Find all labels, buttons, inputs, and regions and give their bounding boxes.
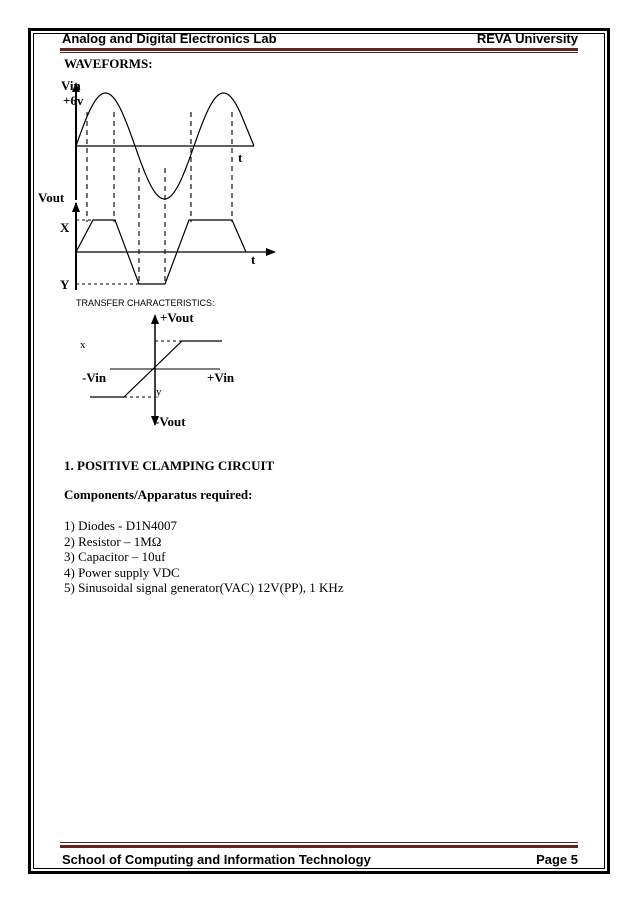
component-item: 5) Sinusoidal signal generator(VAC) 12V(PP), 1 KHz (64, 580, 344, 595)
waveforms-title: WAVEFORMS: (64, 56, 153, 71)
component-item: 3) Capacitor – 10uf (64, 549, 166, 564)
header-title: Analog and Digital Electronics Lab (62, 31, 277, 46)
transfer-x-label: x (80, 339, 86, 351)
vin-label: Vin (61, 78, 81, 93)
vout-t-label: t (251, 252, 256, 267)
transfer-y-label: y (156, 386, 162, 398)
section-title: 1. POSITIVE CLAMPING CIRCUIT (64, 458, 275, 473)
vin-level-label: +6v (63, 93, 84, 108)
components-title: Components/Apparatus required: (64, 487, 253, 502)
footer-rule-thin (60, 842, 578, 843)
footer-school: School of Computing and Information Technology (62, 852, 371, 867)
component-item: 2) Resistor – 1MΩ (64, 533, 162, 549)
component-item: 4) Power supply VDC (64, 564, 180, 580)
vout-time-arrow (266, 248, 276, 256)
transfer-pos-vin: +Vin (207, 370, 235, 385)
transfer-neg-vout: -Vout (155, 414, 186, 429)
transfer-vout-arrow-up (151, 314, 159, 324)
page-number: Page 5 (536, 852, 578, 867)
vout-label: Vout (38, 190, 65, 205)
transfer-neg-vin: -Vin (82, 370, 107, 385)
transfer-pos-vout: +Vout (160, 310, 194, 325)
vin-t-label: t (238, 150, 243, 165)
footer-rule (60, 845, 578, 848)
y-level-label: Y (60, 277, 70, 292)
components-list (64, 518, 344, 596)
component-item: 1) Diodes - D1N4007 (64, 518, 178, 533)
projection-lines (87, 112, 232, 284)
header-university: REVA University (476, 31, 578, 46)
x-level-label: X (60, 220, 70, 235)
vout-axis-arrow (72, 202, 80, 212)
transfer-title: TRANSFER CHARACTERISTICS: (76, 298, 215, 308)
